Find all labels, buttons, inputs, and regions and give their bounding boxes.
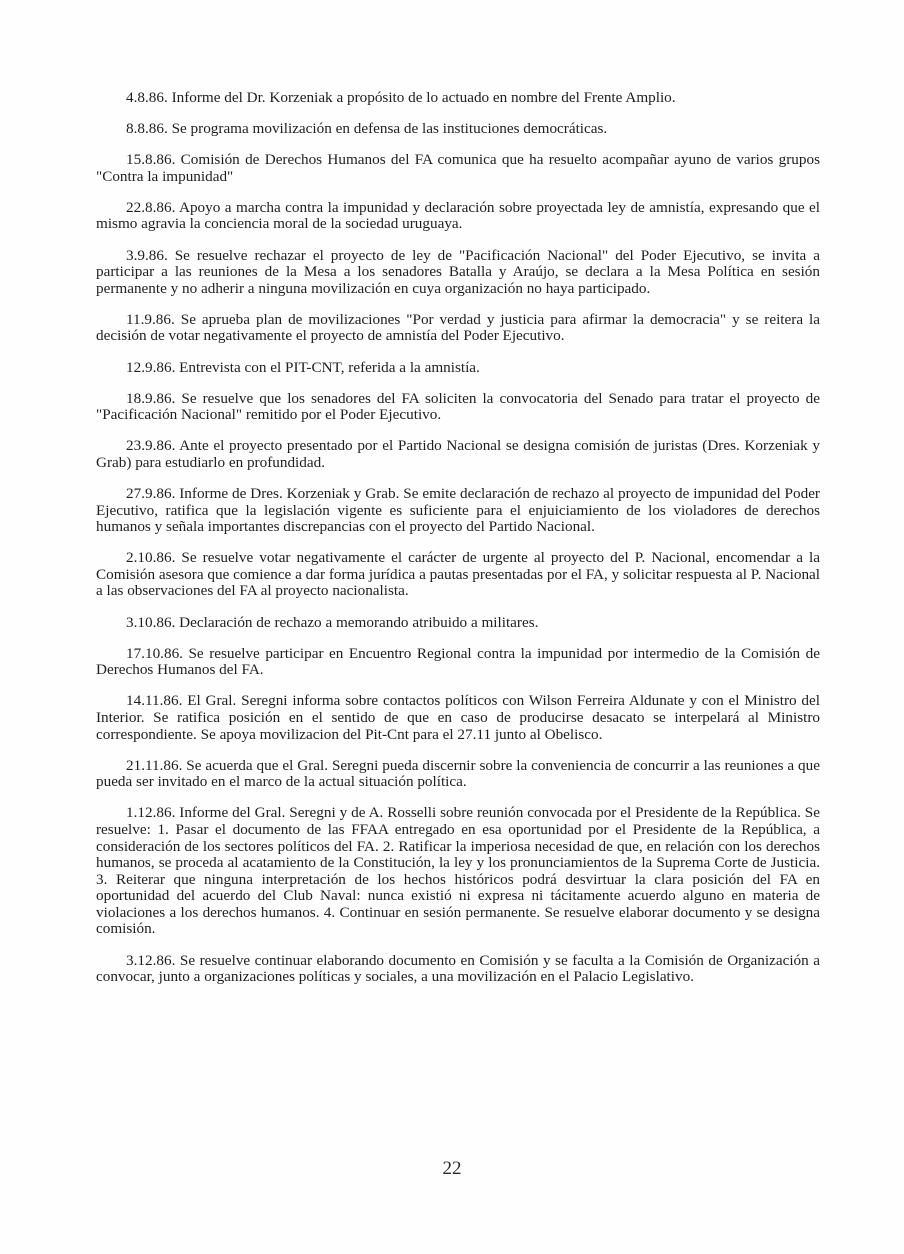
entry-1986-09-12: 12.9.86. Entrevista con el PIT-CNT, referida a la amnistía. [126,358,480,376]
entry-1986-09-03: 3.9.86. Se resuelve rechazar el proyecto de ley de "Pacificación Nacional" del Poder Ejecutivo, se invita a participar a las reuniones de la Mesa a los senadores Batalla y Araújo, se declara a la Mesa Política en sesión permanente y no adherir a ninguna movilización en cuya organización no haya participado. [96,246,820,297]
entry-1986-09-18: 18.9.86. Se resuelve que los senadores del FA soliciten la convocatoria del Senado para tratar el proyecto de "Pacificación Nacional" remitido por el Poder Ejecutivo. [96,389,820,424]
entry-1986-10-02: 2.10.86. Se resuelve votar negativamente el carácter de urgente al proyecto del P. Nacional, encomendar a la Comisión asesora que comience a dar forma jurídica a pautas presentadas por el FA, y solicitar respuesta al P. Nacional a las observaciones del FA al proyecto nacionalista. [96,549,820,600]
entry-1986-10-17: 17.10.86. Se resuelve participar en Encuentro Regional contra la impunidad por intermedio de la Comisión de Derechos Humanos del FA. [96,644,820,679]
chronology-entries [96,90,820,1000]
entry-1986-12-03: 3.12.86. Se resuelve continuar elaborando documento en Comisión y se faculta a la Comisión de Organización a convocar, junto a organizaciones políticas y sociales, a una movilización en el Palacio Legislativo. [96,951,820,986]
entry-1986-10-03: 3.10.86. Declaración de rechazo a memorando atribuido a militares. [126,613,539,631]
page-number: 22 [442,1158,462,1179]
entry-1986-09-23: 23.9.86. Ante el proyecto presentado por el Partido Nacional se designa comisión de juristas (Dres. Korzeniak y Grab) para estudiarlo en profundidad. [96,437,820,471]
entry-1986-09-27: 27.9.86. Informe de Dres. Korzeniak y Grab. Se emite declaración de rechazo al proyecto de impunidad del Poder Ejecutivo, ratifica que la legislación vigente es suficiente para el enjuiciamiento de los violadores de derechos humanos y señala importantes discrepancias con el proyecto del Partido Nacional. [96,485,820,536]
entry-1986-11-21: 21.11.86. Se acuerda que el Gral. Seregni pueda discernir sobre la conveniencia de concurrir a las reuniones a que pueda ser invitado en el marco de la actual situación política. [96,756,820,791]
entry-1986-08-22: 22.8.86. Apoyo a marcha contra la impunidad y declaración sobre proyectada ley de amnistía, expresando que el mismo agravia la conciencia moral de la sociedad uruguaya. [96,198,820,233]
entry-1986-11-14: 14.11.86. El Gral. Seregni informa sobre contactos políticos con Wilson Ferreira Aldunate y con el Ministro del Interior. Se ratifica posición en el sentido de que en caso de producirse desacato se interpelará al Ministro correspondiente. Se apoya movilizacion del Pit-Cnt para el 27.11 junto al Obelisco. [96,692,820,743]
entry-1986-08-15: 15.8.86. Comisión de Derechos Humanos del FA comunica que ha resuelto acompañar ayuno de varios grupos "Contra la impunidad" [96,151,820,185]
entry-1986-12-01: 1.12.86. Informe del Gral. Seregni y de A. Rosselli sobre reunión convocada por el Presidente de la República. Se resuelve: 1. Pasar el documento de las FFAA entregado en esa oportunidad por el Presidente de la República, a consideración de los sectores políticos del FA. 2. Ratificar la imperiosa necesidad de que, en relación con los derechos humanos, se proceda al acatamiento de la Constitución, la ley y los pronunciamientos de la Suprema Corte de Justicia. 3. Reiterar que ninguna interpretación de los hechos históricos podrá desvirtuar la clara posición del FA en oportunidad del acuerdo del Club Naval: nunca existió ni expresa ni tácitamente acuerdo alguno en materia de violaciones a los derechos humanos. 4. Continuar en sesión permanente. Se resuelve elaborar documento y se designa comisión. [96,804,820,938]
entry-1986-09-11: 11.9.86. Se aprueba plan de movilizaciones "Por verdad y justicia para afirmar la democracia" y se reitera la decisión de votar negativamente el proyecto de amnistía del Poder Ejecutivo. [96,310,820,345]
entry-1986-08-04: 4.8.86. Informe del Dr. Korzeniak a propósito de lo actuado en nombre del Frente Amplio. [126,89,676,106]
entry-1986-08-08: 8.8.86. Se programa movilización en defensa de las instituciones democráticas. [126,120,608,138]
